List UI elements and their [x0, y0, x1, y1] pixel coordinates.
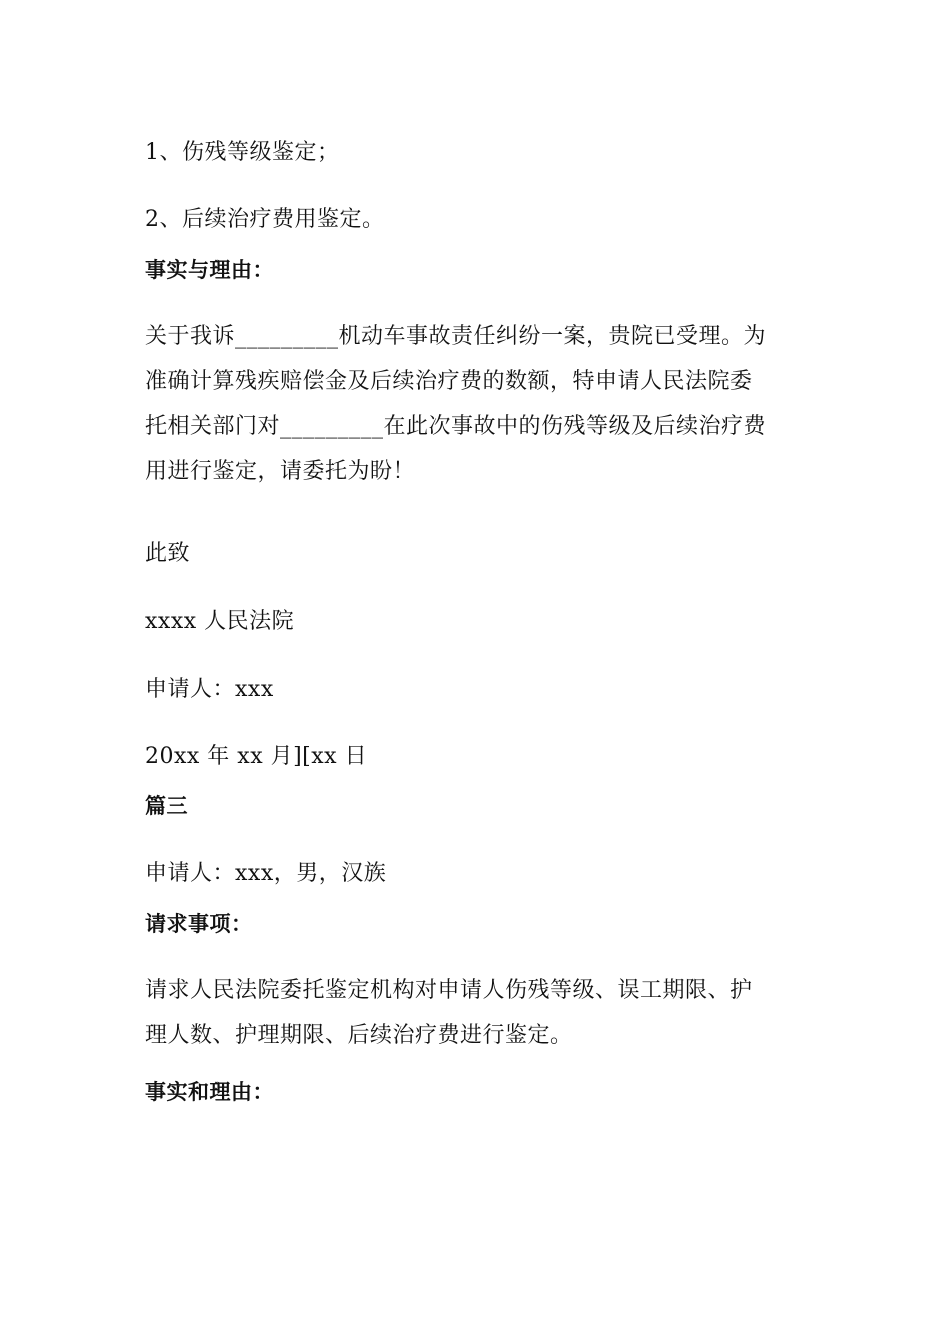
salutation: 此致	[145, 541, 191, 566]
facts-paragraph-line: 关于我诉_________机动车事故责任纠纷一案，贵院已受理。为	[145, 324, 767, 349]
date-line: 20xx 年 xx 月][xx 日	[145, 744, 368, 769]
section-three-title: 篇三	[145, 794, 188, 818]
requests-paragraph-line: 请求人民法院委托鉴定机构对申请人伤残等级、误工期限、护	[145, 978, 753, 1003]
request-item-1: 1、伤残等级鉴定；	[145, 140, 340, 165]
facts-paragraph	[145, 314, 810, 494]
heading-facts-and-reasons: 事实与理由：	[145, 258, 274, 282]
requests-paragraph	[145, 968, 810, 1058]
facts-paragraph-line: 准确计算残疾赔偿金及后续治疗费的数额，特申请人民法院委	[145, 369, 753, 394]
facts-paragraph-line: 用进行鉴定，请委托为盼！	[145, 459, 416, 484]
heading-facts-and-reasons-2: 事实和理由：	[145, 1080, 274, 1104]
requests-paragraph-line: 理人数、护理期限、后续治疗费进行鉴定。	[145, 1023, 573, 1048]
applicant-info: 申请人：xxx，男，汉族	[145, 861, 387, 886]
court-name: xxxx 人民法院	[145, 609, 295, 634]
request-item-2: 2、后续治疗费用鉴定。	[145, 207, 385, 232]
applicant-signature: 申请人：xxx	[145, 677, 274, 702]
heading-requests: 请求事项：	[145, 912, 253, 936]
facts-paragraph-line: 托相关部门对_________在此次事故中的伤残等级及后续治疗费	[145, 414, 767, 439]
